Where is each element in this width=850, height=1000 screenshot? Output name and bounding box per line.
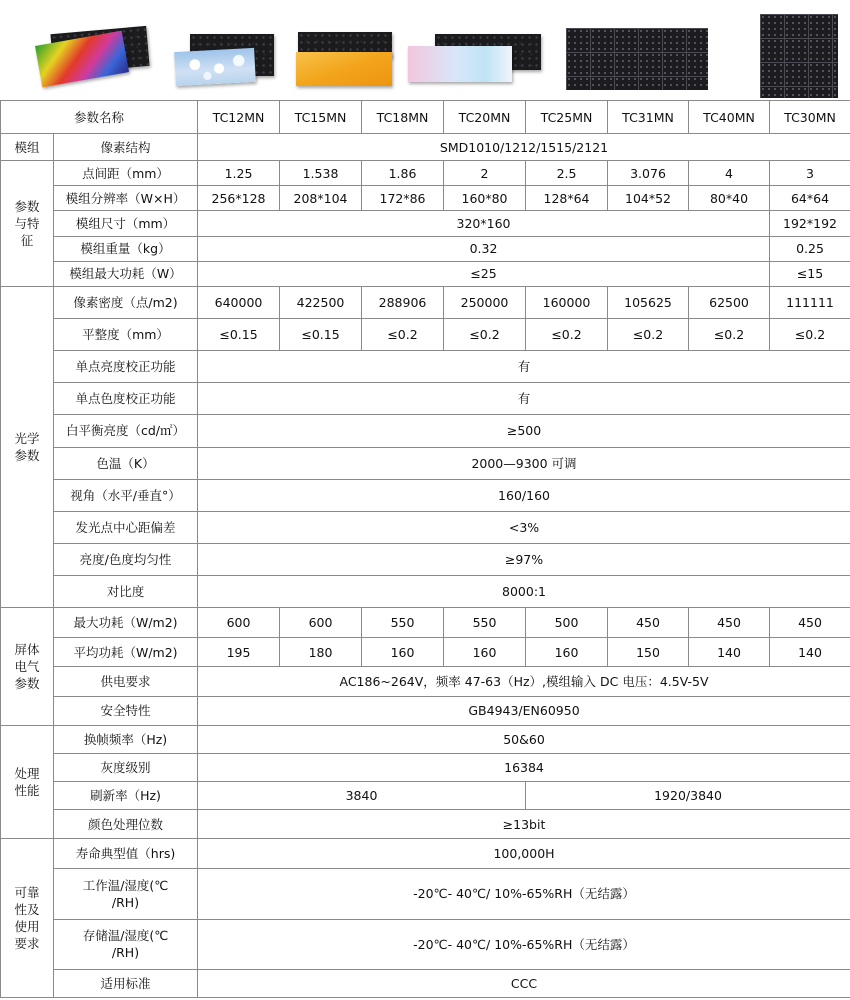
cell: 2 [444, 161, 526, 186]
cell: 1.25 [198, 161, 280, 186]
row-label: 模组尺寸（mm） [54, 211, 198, 236]
model-header: TC25MN [526, 101, 608, 134]
row-label: 对比度 [54, 576, 198, 608]
module-image-5 [566, 28, 708, 90]
row-label: 单点色度校正功能 [54, 383, 198, 415]
cell: ≤0.15 [198, 318, 280, 350]
cell: 80*40 [689, 186, 770, 211]
table-row [1, 869, 850, 919]
row-value: 1920/3840 [526, 781, 850, 809]
row-label: 单点亮度校正功能 [54, 351, 198, 383]
header-row [1, 101, 850, 134]
cell: 422500 [280, 286, 362, 318]
cell: 208*104 [280, 186, 362, 211]
row-label: 像素密度（点/m2) [54, 286, 198, 318]
cell: 111111 [770, 286, 850, 318]
table-row [1, 543, 850, 575]
cell: 64*64 [770, 186, 850, 211]
model-header: TC18MN [362, 101, 444, 134]
table-row [1, 781, 850, 809]
cell: 288906 [362, 286, 444, 318]
cell: 195 [198, 638, 280, 667]
product-images [0, 0, 850, 100]
cell: ≤0.2 [608, 318, 689, 350]
row-label: 安全特性 [54, 696, 198, 725]
row-label: 发光点中心距偏差 [54, 511, 198, 543]
table-row [1, 696, 850, 725]
row-value: 160/160 [198, 479, 850, 511]
cell: ≤15 [770, 261, 850, 286]
model-header: TC40MN [689, 101, 770, 134]
cell: 3.076 [608, 161, 689, 186]
cell: 450 [608, 608, 689, 638]
cell: 0.25 [770, 236, 850, 261]
table-row [1, 479, 850, 511]
module-image-2-front [174, 48, 256, 86]
row-label: 像素结构 [54, 134, 198, 161]
category-processing: 处理 性能 [1, 725, 54, 839]
model-header: TC20MN [444, 101, 526, 134]
table-row [1, 415, 850, 447]
row-value: ≥13bit [198, 810, 850, 839]
cell: 3 [770, 161, 850, 186]
cell: 450 [770, 608, 850, 638]
module-image-4-front [408, 46, 512, 82]
cell: 550 [444, 608, 526, 638]
row-label: 平整度（mm） [54, 318, 198, 350]
cell: 640000 [198, 286, 280, 318]
row-value: 3840 [198, 781, 526, 809]
category-reliability: 可靠 性及 使用 要求 [1, 839, 54, 998]
table-row [1, 318, 850, 350]
cell: 1.86 [362, 161, 444, 186]
table-row [1, 261, 850, 286]
cell: 2.5 [526, 161, 608, 186]
spec-table [0, 100, 850, 998]
module-image-6 [760, 14, 838, 98]
row-label: 模组最大功耗（W） [54, 261, 198, 286]
row-value: 有 [198, 351, 850, 383]
table-row [1, 667, 850, 696]
row-value: 320*160 [198, 211, 770, 236]
cell: 150 [608, 638, 689, 667]
cell: 250000 [444, 286, 526, 318]
table-row [1, 134, 850, 161]
row-label: 工作温/湿度(℃ /RH) [54, 869, 198, 919]
row-label: 模组重量（kg） [54, 236, 198, 261]
cell: ≤0.2 [362, 318, 444, 350]
table-row [1, 447, 850, 479]
cell: 550 [362, 608, 444, 638]
row-label: 换帧频率（Hz) [54, 725, 198, 753]
cell: 256*128 [198, 186, 280, 211]
row-label: 刷新率（Hz) [54, 781, 198, 809]
table-row [1, 839, 850, 869]
table-row [1, 286, 850, 318]
row-value: 8000:1 [198, 576, 850, 608]
cell: 62500 [689, 286, 770, 318]
table-row [1, 211, 850, 236]
row-label: 颜色处理位数 [54, 810, 198, 839]
row-value: 50&60 [198, 725, 850, 753]
row-value: GB4943/EN60950 [198, 696, 850, 725]
row-label: 灰度级别 [54, 753, 198, 781]
row-label: 色温（K） [54, 447, 198, 479]
row-label: 最大功耗（W/m2) [54, 608, 198, 638]
cell: 600 [198, 608, 280, 638]
cell: 104*52 [608, 186, 689, 211]
cell: ≤0.2 [444, 318, 526, 350]
row-value: AC186~264V，频率 47-63（Hz）,模组输入 DC 电压：4.5V-5V [198, 667, 850, 696]
row-label: 点间距（mm） [54, 161, 198, 186]
cell: 180 [280, 638, 362, 667]
table-row [1, 638, 850, 667]
model-header: TC30MN [770, 101, 850, 134]
cell: 192*192 [770, 211, 850, 236]
table-row [1, 919, 850, 969]
cell: 128*64 [526, 186, 608, 211]
param-name-header: 参数名称 [1, 101, 198, 134]
cell: 160 [526, 638, 608, 667]
row-value: 2000—9300 可调 [198, 447, 850, 479]
module-image-3-front [296, 52, 392, 86]
cell: 160*80 [444, 186, 526, 211]
row-label: 供电要求 [54, 667, 198, 696]
cell: 160000 [526, 286, 608, 318]
row-value: 0.32 [198, 236, 770, 261]
row-label: 视角（水平/垂直°） [54, 479, 198, 511]
cell: 4 [689, 161, 770, 186]
cell: 140 [689, 638, 770, 667]
table-row [1, 351, 850, 383]
row-value: 有 [198, 383, 850, 415]
cell: 500 [526, 608, 608, 638]
table-row [1, 161, 850, 186]
row-label: 寿命典型值（hrs) [54, 839, 198, 869]
row-value: -20℃- 40℃/ 10%-65%RH（无结露） [198, 919, 850, 969]
cell: 172*86 [362, 186, 444, 211]
row-value: ≥97% [198, 543, 850, 575]
cell: 105625 [608, 286, 689, 318]
row-label: 模组分辨率（W×H） [54, 186, 198, 211]
table-row [1, 576, 850, 608]
table-row [1, 186, 850, 211]
table-row [1, 511, 850, 543]
category-params: 参数 与特 征 [1, 161, 54, 287]
row-value: ≥500 [198, 415, 850, 447]
table-row [1, 608, 850, 638]
row-label: 适用标准 [54, 969, 198, 997]
table-row [1, 969, 850, 997]
cell: 160 [444, 638, 526, 667]
table-row [1, 810, 850, 839]
table-row [1, 236, 850, 261]
row-value: 100,000H [198, 839, 850, 869]
category-electrical: 屏体 电气 参数 [1, 608, 54, 726]
row-value: <3% [198, 511, 850, 543]
row-label: 平均功耗（W/m2) [54, 638, 198, 667]
row-label: 白平衡亮度（cd/㎡） [54, 415, 198, 447]
cell: 160 [362, 638, 444, 667]
cell: 450 [689, 608, 770, 638]
cell: ≤0.2 [689, 318, 770, 350]
module-image-1-front [35, 31, 129, 88]
model-header: TC15MN [280, 101, 362, 134]
row-value: -20℃- 40℃/ 10%-65%RH（无结露） [198, 869, 850, 919]
category-module: 模组 [1, 134, 54, 161]
table-row [1, 725, 850, 753]
row-value: SMD1010/1212/1515/2121 [198, 134, 850, 161]
table-row [1, 753, 850, 781]
row-value: CCC [198, 969, 850, 997]
cell: ≤0.2 [770, 318, 850, 350]
row-label: 存储温/湿度(℃ /RH) [54, 919, 198, 969]
model-header: TC12MN [198, 101, 280, 134]
table-row [1, 383, 850, 415]
cell: 1.538 [280, 161, 362, 186]
row-value: ≤25 [198, 261, 770, 286]
cell: 140 [770, 638, 850, 667]
cell: ≤0.15 [280, 318, 362, 350]
model-header: TC31MN [608, 101, 689, 134]
row-value: 16384 [198, 753, 850, 781]
category-optical: 光学 参数 [1, 286, 54, 607]
cell: 600 [280, 608, 362, 638]
cell: ≤0.2 [526, 318, 608, 350]
row-label: 亮度/色度均匀性 [54, 543, 198, 575]
